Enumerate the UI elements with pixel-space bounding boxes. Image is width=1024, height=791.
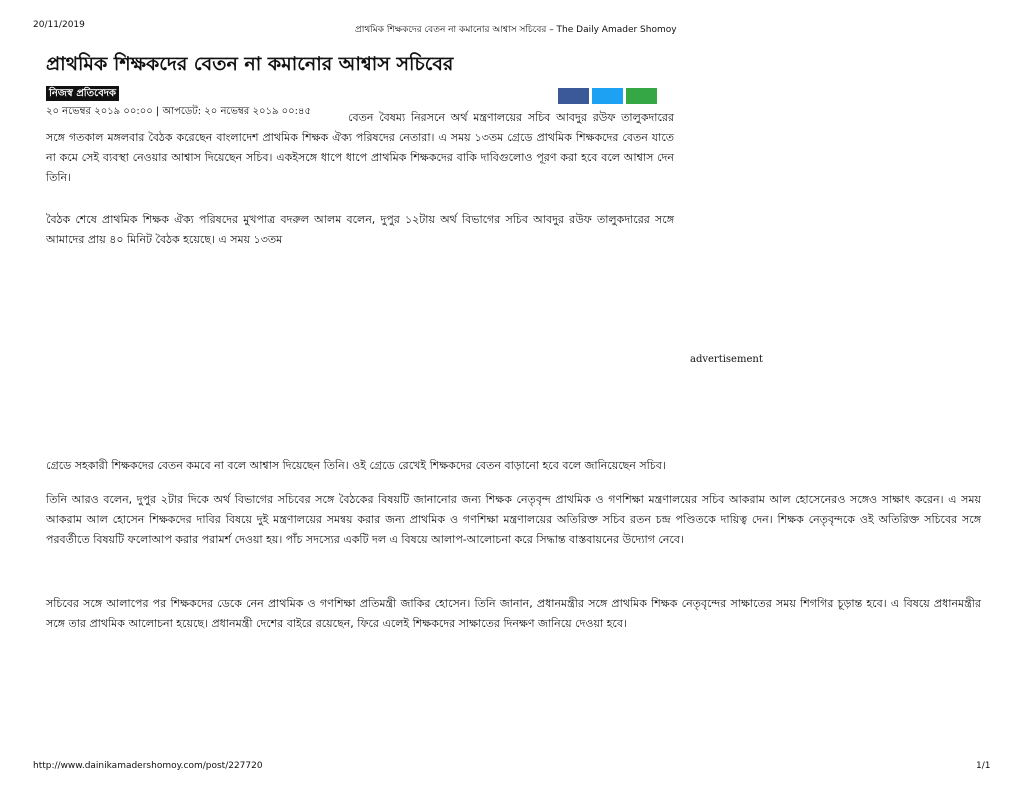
facebook-share-button[interactable]: [558, 88, 589, 104]
article-paragraph-5: সচিবের সঙ্গে আলাপের পর শিক্ষকদের ডেকে নেন প্রাথমিক ও গণশিক্ষা প্রতিমন্ত্রী জাকির হোসেন। তিনি জানান, প্রধানমন্ত্রীর সঙ্গে প্রাথমিক শিক্ষক নেতৃবৃন্দের সাক্ষাতের সময় শিগগির চূড়ান্ত হবে। এ বিষয়ে প্রধানমন্ত্রীর সঙ্গে তার প্রাথমিক আলোচনা হয়েছে। প্রধানমন্ত্রী দেশের বাইরে রয়েছেন, ফিরে এলেই শিক্ষকদের সাক্ষাতের দিনক্ষণ জানিয়ে দেওয়া হবে।: [46, 597, 981, 630]
green-share-button[interactable]: [626, 88, 657, 104]
paragraph-1-text: বেতন বৈষম্য নিরসনে অর্থ মন্ত্রণালয়ের সচিব আবদুর রউফ তালুকদারের সঙ্গে গতকাল মঙ্গলবার বৈঠক করেছেন বাংলাদেশ প্রাথমিক শিক্ষক ঐক্য পরিষদের নেতারা। এ সময় ১৩তম গ্রেডে প্রাথমিক শিক্ষকদের বেতন যাতে না কমে সেই ব্যবস্থা নেওয়ার আশ্বাস দিয়েছেন সচিব। একইসঙ্গে ধাপে ধাপে প্রাথমিক শিক্ষকদের বাকি দাবিগুলোও পূরণ করা হবে বলে আশ্বাস দেন তিনি।: [46, 111, 674, 184]
article-paragraph-4: তিনি আরও বলেন, দুপুর ২টার দিকে অর্থ বিভাগের সচিবের সঙ্গে বৈঠকের বিষয়টি জানানোর জন্য শিক্ষক নেতৃবৃন্দ প্রাথমিক ও গণশিক্ষা মন্ত্রণালয়ের সচিব আকরাম আল হোসেনেরও সঙ্গেও সাক্ষাৎ করেন। এ সময় আকরাম আল হোসেন শিক্ষকদের দাবির বিষয়ে দুই মন্ত্রণালয়ের সমন্বয় করার জন্য প্রাথমিক ও গণশিক্ষা মন্ত্রণালয়ের অতিরিক্ত সচিব রতন চন্দ্র পণ্ডিতকে দায়িত্ব দেন। শিক্ষক নেতৃবৃন্দকে ওই অতিরিক্ত সচিবের সঙ্গে পরবর্তীতে বিষয়টি ফলোআপ করার পরামর্শ দেওয়া হয়। পাঁচ সদস্যের একটি দল এ বিষয়ে আলাপ-আলোচনা করে সিদ্ধান্ত বাস্তবায়নের উদ্যোগ নেবে।: [46, 493, 981, 546]
print-header-date: 20/11/2019: [33, 20, 85, 30]
advertisement-label: advertisement: [690, 354, 763, 365]
print-header-title: প্রাথমিক শিক্ষকদের বেতন না কমানোর আশ্বাস সচিবের – The Daily Amader Shomoy: [355, 25, 677, 35]
article-paragraph-2: বৈঠক শেষে প্রাথমিক শিক্ষক ঐক্য পরিষদের মুখপাত্র বদরুল আলম বলেন, দুপুর ১২টায় অর্থ বিভাগের সচিব আবদুর রউফ তালুকদারের সঙ্গে আমাদের প্রায় ৪০ মিনিট বৈঠক হয়েছে। এ সময় ১৩তম: [46, 213, 674, 246]
article-paragraph-3: গ্রেডে সহকারী শিক্ষকদের বেতন কমবে না বলে আশ্বাস দিয়েছেন তিনি। ওই গ্রেডে রেখেই শিক্ষকদের বেতন বাড়ানো হবে বলে জানিয়েছেন সচিব।: [46, 459, 666, 472]
footer-page-number: 1/1: [976, 761, 991, 771]
article-paragraph-1: [46, 108, 674, 188]
footer-url: http://www.dainikamadershomoy.com/post/227720: [33, 761, 263, 771]
article-headline: প্রাথমিক শিক্ষকদের বেতন না কমানোর আশ্বাস সচিবের: [46, 53, 454, 75]
twitter-share-button[interactable]: [592, 88, 623, 104]
article-meta: ২০ নভেম্বর ২০১৯ ০০:০০ | আপডেট: ২০ নভেম্বর ২০১৯ ০০:৪৫: [46, 106, 311, 117]
byline-badge: নিজস্ব প্রতিবেদক: [46, 86, 119, 101]
